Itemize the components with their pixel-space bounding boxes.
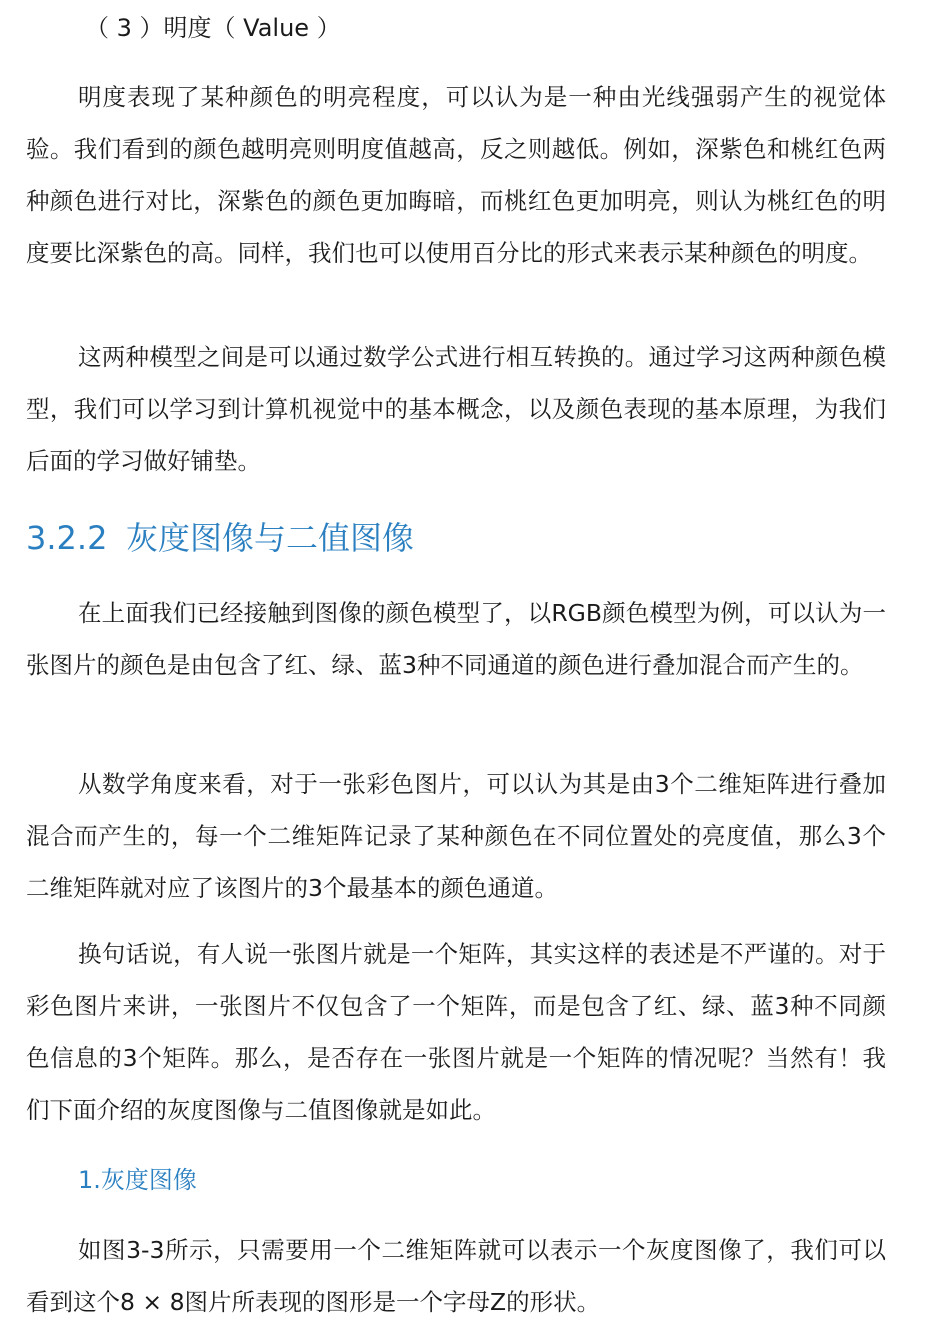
paragraph-matrix-view: 从数学角度来看，对于一张彩色图片，可以认为其是由3个二维矩阵进行叠加混合而产生的，每一个二维矩阵记录了某种颜色在不同位置处的亮度值，那么3个二维矩阵就对应了该图片的3个最基本的颜色通道。 (26, 770, 886, 902)
section-number: 3.2.2 (26, 519, 108, 557)
paragraph-rgb-intro: 在上面我们已经接触到图像的颜色模型了，以RGB颜色模型为例，可以认为一张图片的颜色是由包含了红、绿、蓝3种不同通道的颜色进行叠加混合而产生的。 (26, 599, 886, 679)
paragraph-value-description: 明度表现了某种颜色的明亮程度，可以认为是一种由光线强弱产生的视觉体验。我们看到的颜色越明亮则明度值越高，反之则越低。例如，深紫色和桃红色两种颜色进行对比，深紫色的颜色更加晦暗，而桃红色更加明亮，则认为桃红色的明度要比深紫色的高。同样，我们也可以使用百分比的形式来表示某种颜色的明度。 (26, 83, 886, 267)
section-title: 灰度图像与二值图像 (126, 519, 415, 557)
paragraph-model-conversion: 这两种模型之间是可以通过数学公式进行相互转换的。通过学习这两种颜色模型，我们可以学习到计算机视觉中的基本概念，以及颜色表现的基本原理，为我们后面的学习做好铺垫。 (26, 343, 886, 475)
paragraph-grayscale: 如图3-3所示，只需要用一个二维矩阵就可以表示一个灰度图像了，我们可以看到这个8 × 8图片所表现的图形是一个字母Z的形状。 (26, 1236, 886, 1316)
subsection-title-grayscale: 1.灰度图像 (78, 1166, 197, 1194)
paragraph-image-matrix: 换句话说，有人说一张图片就是一个矩阵，其实这样的表述是不严谨的。对于彩色图片来讲，一张图片不仅包含了一个矩阵，而是包含了红、绿、蓝3种不同颜色信息的3个矩阵。那么，是否存在一张图片就是一个矩阵的情况呢？当然有！我们下面介绍的灰度图像与二值图像就是如此。 (26, 940, 886, 1124)
subsection-title-value: （ 3 ）明度（ Value ） (85, 14, 341, 42)
section-heading (26, 514, 414, 562)
